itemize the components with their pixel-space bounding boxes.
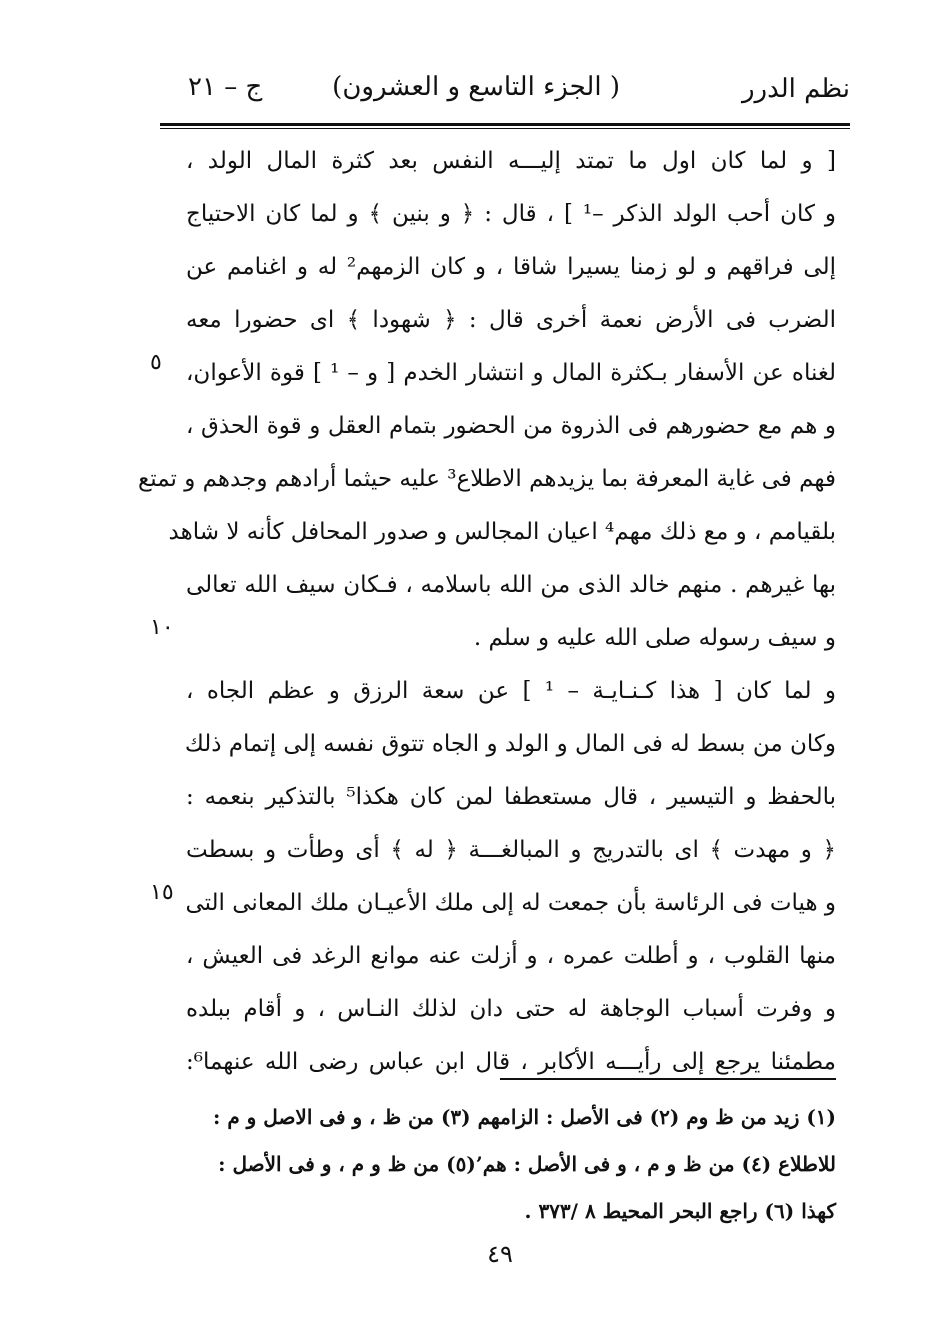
text-line: منها القلوب ، و أطلت عمره ، و أزلت عنه موانع الرغد فى العيش ، [186,943,836,969]
text-line: فهم فى غاية المعرفة بما يزيدهم الاطلاع³ عليه حيثما أرادهم وجدهم و تمتع [138,466,836,492]
text-line: [ و لما كان اول ما تمتد إليـــه النفس بعد كثرة المال الولد ، [186,148,836,174]
footnote-line: للاطلاع (٤) من ظ و م ، و فى الأصل : هم’(٥) من ظ و م ، و فى الأصل : [218,1152,836,1176]
volume-number: ج – ٢١ [188,72,263,102]
text-line: ﴿ و مهدت ﴾ اى بالتدريج و المبالغـــة ﴿ له ﴾ أى وطأت و بسطت [186,837,836,863]
line-number-15: ١٥ [150,880,174,905]
page-number: ٤٩ [487,1240,513,1268]
text-line: و كان أحب الولد الذكر –¹ ] ، قال : ﴿ و بنين ﴾ و لما كان الاحتياج [186,201,836,227]
page-header [160,60,850,112]
book-title: نظم الدرر [741,74,850,104]
text-line: وكان من بسط له فى المال و الولد و الجاه تتوق نفسه إلى إتمام ذلك [184,731,836,757]
footnote-line: (١) زيد من ظ وم (٢) فى الأصل : الزامهم (٣) من ظ ، و فى الاصل و م : [212,1105,836,1129]
part-title: ( الجزء التاسع و العشرون) [332,72,620,102]
text-line: و هم مع حضورهم فى الذروة من الحضور بتمام العقل و قوة الحذق ، [186,413,836,439]
text-line: مطمئنا يرجع إلى رأيـــه الأكابر ، قال ابن عباس رضى الله عنهما⁶: [186,1049,836,1075]
text-line: بها غيرهم . منهم خالد الذى من الله باسلامه ، فـكان سيف الله تعالى [186,572,836,598]
footnote-rule [500,1078,836,1080]
footnotes [186,1094,836,1235]
text-line: إلى فراقهم و لو زمنا يسيرا شاقا ، و كان الزمهم² له و اغنامم عن [186,254,836,280]
text-line: لغناه عن الأسفار بـكثرة المال و انتشار الخدم [ و – ¹ ] قوة الأعوان، [186,360,836,386]
text-line: و وفرت أسباب الوجاهة له حتى دان لذلك النـاس ، و أقام ببلده [186,996,836,1022]
line-number-5: ٥ [150,350,162,375]
text-line: بلقيامم ، و مع ذلك مهم⁴ اعيان المجالس و صدور المحافل كأنه لا شاهد [168,519,836,545]
text-line: و لما كان [ هذا كـنـايـة – ¹ ] عن سعة الرزق و عظم الجاه ، [186,678,836,704]
text-line: بالحفظ و التيسير ، قال مستعطفا لمن كان هكذا⁵ بالتذكير بنعمه : [186,784,836,810]
text-line: و سيف رسوله صلى الله عليه و سلم . [473,625,836,651]
line-number-10: ١٠ [150,615,174,640]
footnote-line: كهذا (٦) راجع البحر المحيط ٨ /٣٧٣ . [524,1199,836,1223]
text-line: و هيات فى الرئاسة بأن جمعت له إلى ملك الأعيـان ملك المعانى التى [185,890,836,916]
text-line: الضرب فى الأرض نعمة أخرى قال : ﴿ شهودا ﴾ اى حضورا معه [186,307,836,333]
header-rule-thin [160,128,850,129]
header-rule [160,123,850,126]
